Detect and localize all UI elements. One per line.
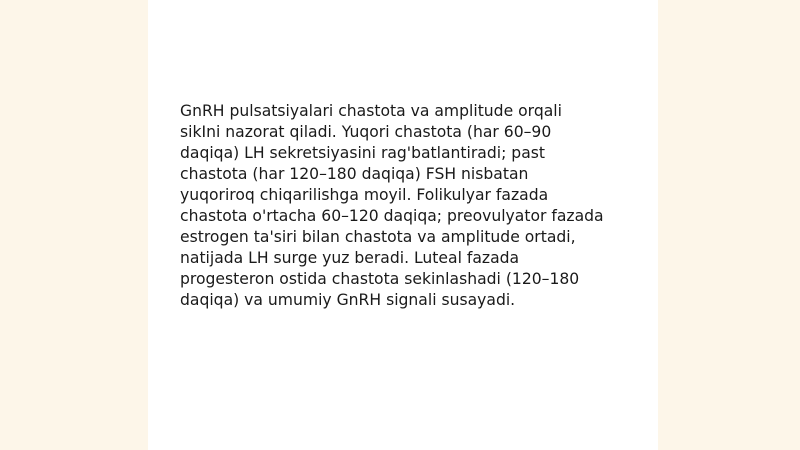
paragraph-line: estrogen ta'siri bilan chastota va amplitude ortadi, — [180, 228, 576, 246]
paragraph-line: daqiqa) LH sekretsiyasini rag'batlantiradi; past — [180, 144, 545, 162]
left-margin — [0, 0, 148, 450]
paragraph-line: natijada LH surge yuz beradi. Luteal fazada — [180, 249, 520, 267]
right-margin — [658, 0, 800, 450]
paragraph-line: progesteron ostida chastota sekinlashadi (120–180 — [180, 270, 580, 288]
body-paragraph — [180, 101, 620, 311]
paragraph-line: sikIni nazorat qiladi. Yuqori chastota (har 60–90 — [180, 123, 552, 141]
document-page — [148, 0, 658, 450]
paragraph-line: chastota (har 120–180 daqiqa) FSH nisbatan — [180, 165, 529, 183]
paragraph-line: daqiqa) va umumiy GnRH signali susayadi. — [180, 291, 516, 309]
paragraph-line: yuqoriroq chiqarilishga moyil. Folikulyar fazada — [180, 186, 549, 204]
paragraph-line: GnRH pulsatsiyalari chastota va amplitude orqali — [180, 102, 562, 120]
paragraph-line: chastota o'rtacha 60–120 daqiqa; preovulyator fazada — [180, 207, 604, 225]
